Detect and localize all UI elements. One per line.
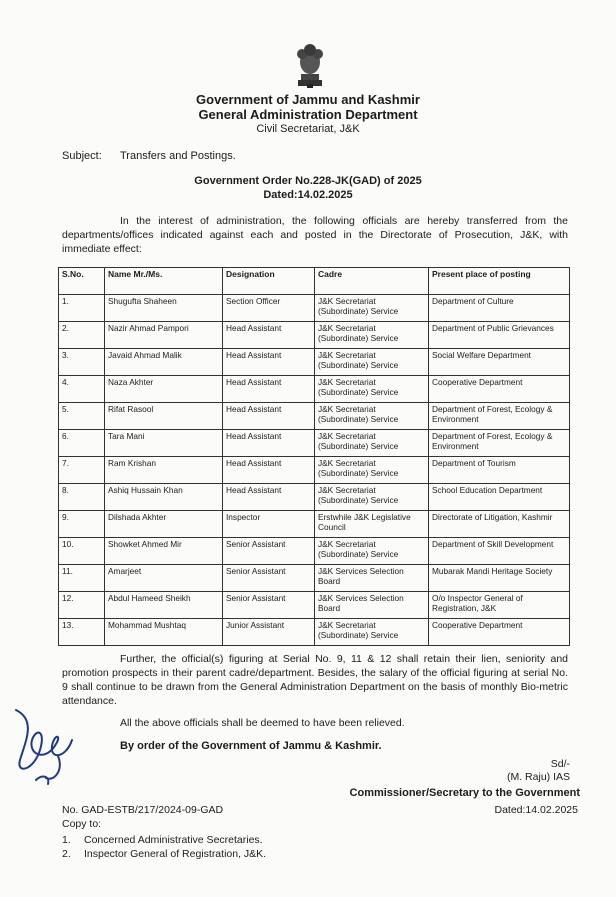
cell-cadre: J&K Secretariat (Subordinate) Service	[315, 619, 429, 646]
table-header-row	[59, 268, 570, 295]
cell-cadre: J&K Secretariat (Subordinate) Service	[315, 484, 429, 511]
sd-mark: Sd/-	[550, 758, 570, 770]
subject-line	[62, 150, 236, 162]
header-government: Government of Jammu and Kashmir	[196, 92, 420, 107]
cell-designation: Junior Assistant	[223, 619, 315, 646]
cell-designation: Head Assistant	[223, 457, 315, 484]
signoff-block	[507, 758, 570, 784]
cell-cadre: J&K Secretariat (Subordinate) Service	[315, 322, 429, 349]
cell-posting: School Education Department	[429, 484, 570, 511]
signatory-designation: Commissioner/Secretary to the Government	[349, 787, 580, 799]
cell-sno: 4.	[59, 376, 105, 403]
cell-posting: Department of Skill Development	[429, 538, 570, 565]
cell-posting: Mubarak Mandi Heritage Society	[429, 565, 570, 592]
cell-sno: 1.	[59, 295, 105, 322]
cell-sno: 12.	[59, 592, 105, 619]
cell-cadre: J&K Secretariat (Subordinate) Service	[315, 457, 429, 484]
cell-name: Naza Akhter	[105, 376, 223, 403]
signatory-name: (M. Raju) IAS	[506, 771, 570, 783]
cell-cadre: Erstwhile J&K Legislative Council	[315, 511, 429, 538]
col-header-name: Name Mr./Ms.	[105, 268, 223, 295]
cell-name: Dilshada Akhter	[105, 511, 223, 538]
cell-cadre: J&K Secretariat (Subordinate) Service	[315, 295, 429, 322]
table-row	[59, 592, 570, 619]
cell-name: Ashiq Hussain Khan	[105, 484, 223, 511]
cell-sno: 6.	[59, 430, 105, 457]
col-header-posting: Present place of posting	[429, 268, 570, 295]
table-row	[59, 322, 570, 349]
table-body	[59, 295, 570, 646]
cell-sno: 5.	[59, 403, 105, 430]
subject-label: Subject:	[62, 150, 102, 162]
copy-to-item-number: 1.	[62, 834, 71, 846]
by-order-line: By order of the Government of Jammu & Kashmir.	[120, 740, 382, 752]
cell-cadre: J&K Secretariat (Subordinate) Service	[315, 376, 429, 403]
cell-cadre: J&K Secretariat (Subordinate) Service	[315, 538, 429, 565]
cell-posting: Directorate of Litigation, Kashmir	[429, 511, 570, 538]
header-secretariat: Civil Secretariat, J&K	[256, 123, 360, 135]
header-department: General Administration Department	[198, 107, 418, 122]
cell-posting: Department of Culture	[429, 295, 570, 322]
cell-designation: Senior Assistant	[223, 592, 315, 619]
cell-name: Shugufta Shaheen	[105, 295, 223, 322]
cell-name: Rifat Rasool	[105, 403, 223, 430]
cell-sno: 13.	[59, 619, 105, 646]
cell-sno: 9.	[59, 511, 105, 538]
cell-name: Abdul Hameed Sheikh	[105, 592, 223, 619]
cell-posting: Cooperative Department	[429, 376, 570, 403]
cell-designation: Inspector	[223, 511, 315, 538]
cell-sno: 11.	[59, 565, 105, 592]
cell-cadre: J&K Secretariat (Subordinate) Service	[315, 349, 429, 376]
cell-posting: O/o Inspector General of Registration, J&K	[429, 592, 570, 619]
handwritten-signature	[6, 700, 86, 790]
reference-number: No. GAD-ESTB/217/2024-09-GAD	[62, 804, 224, 816]
copy-to-item	[62, 834, 263, 846]
table-row	[59, 376, 570, 403]
cell-designation: Head Assistant	[223, 430, 315, 457]
cell-designation: Senior Assistant	[223, 538, 315, 565]
copy-to-label: Copy to:	[62, 818, 102, 830]
cell-designation: Head Assistant	[223, 484, 315, 511]
cell-designation: Head Assistant	[223, 376, 315, 403]
cell-sno: 8.	[59, 484, 105, 511]
cell-posting: Cooperative Department	[429, 619, 570, 646]
cell-name: Tara Mani	[105, 430, 223, 457]
intro-paragraph: In the interest of administration, the following officials are hereby transferred from the departments/offices indicated against each and posted in the Directorate of Prosecution, J&K, with immediate effect:	[62, 215, 568, 255]
cell-designation: Head Assistant	[223, 322, 315, 349]
state-emblem-icon	[290, 40, 330, 90]
relieved-paragraph: All the above officials shall be deemed to have been relieved.	[120, 717, 405, 729]
col-header-cadre: Cadre	[315, 268, 429, 295]
subject-text: Transfers and Postings.	[120, 150, 236, 162]
cell-sno: 7.	[59, 457, 105, 484]
cell-posting: Social Welfare Department	[429, 349, 570, 376]
table-row	[59, 349, 570, 376]
cell-posting: Department of Forest, Ecology & Environment	[429, 430, 570, 457]
cell-name: Amarjeet	[105, 565, 223, 592]
order-number: Government Order No.228-JK(GAD) of 2025	[194, 175, 422, 187]
table-row	[59, 511, 570, 538]
cell-name: Mohammad Mushtaq	[105, 619, 223, 646]
col-header-sno: S.No.	[59, 268, 105, 295]
table-row	[59, 457, 570, 484]
table-row	[59, 538, 570, 565]
cell-sno: 3.	[59, 349, 105, 376]
cell-name: Ram Krishan	[105, 457, 223, 484]
cell-posting: Department of Forest, Ecology & Environment	[429, 403, 570, 430]
copy-to-item-text: Inspector General of Registration, J&K.	[84, 848, 267, 860]
table-row	[59, 403, 570, 430]
cell-designation: Head Assistant	[223, 349, 315, 376]
cell-designation: Head Assistant	[223, 403, 315, 430]
cell-cadre: J&K Services Selection Board	[315, 592, 429, 619]
cell-cadre: J&K Secretariat (Subordinate) Service	[315, 430, 429, 457]
order-date: Dated:14.02.2025	[263, 189, 353, 201]
table-row	[59, 295, 570, 322]
cell-name: Nazir Ahmad Pampori	[105, 322, 223, 349]
cell-name: Showket Ahmed Mir	[105, 538, 223, 565]
table-row	[59, 565, 570, 592]
cell-name: Javaid Ahmad Malik	[105, 349, 223, 376]
copy-to-item-number: 2.	[62, 848, 71, 860]
col-header-designation: Designation	[223, 268, 315, 295]
cell-cadre: J&K Services Selection Board	[315, 565, 429, 592]
cell-sno: 2.	[59, 322, 105, 349]
lien-paragraph: Further, the official(s) figuring at Serial No. 9, 11 & 12 shall retain their lien, seniority and promotion prospects in their parent cadre/department. Besides, the salary of the official figuring at serial No. 9 shall continue to be drawn from the General Administration Department on the basis of monthly Bio-metric attendance.	[62, 653, 568, 707]
table-row	[59, 484, 570, 511]
signoff-date: Dated:14.02.2025	[494, 804, 578, 816]
cell-posting: Department of Tourism	[429, 457, 570, 484]
cell-sno: 10.	[59, 538, 105, 565]
table-row	[59, 430, 570, 457]
copy-to-item	[62, 848, 266, 860]
copy-to-item-text: Concerned Administrative Secretaries.	[84, 834, 263, 846]
cell-cadre: J&K Secretariat (Subordinate) Service	[315, 403, 429, 430]
cell-designation: Senior Assistant	[223, 565, 315, 592]
table-row	[59, 619, 570, 646]
cell-designation: Section Officer	[223, 295, 315, 322]
cell-posting: Department of Public Grievances	[429, 322, 570, 349]
transfer-table	[58, 267, 570, 646]
